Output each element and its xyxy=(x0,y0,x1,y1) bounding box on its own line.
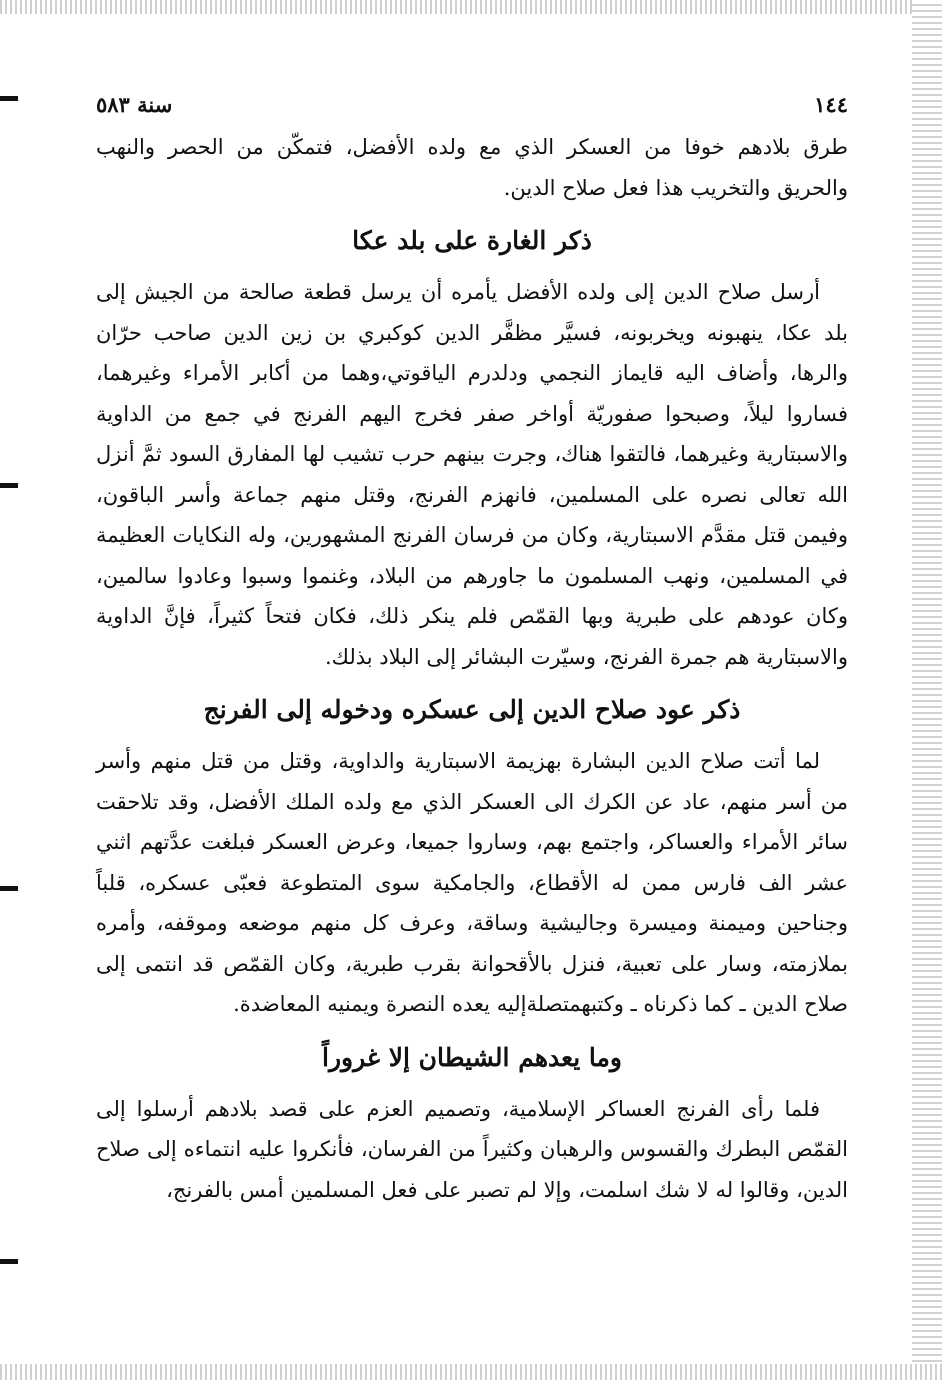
page-number: ١٤٤ xyxy=(814,92,848,117)
top-ornamental-border xyxy=(0,0,942,14)
paragraph: أرسل صلاح الدين إلى ولده الأفضل يأمره أن يرسل قطعة صالحة من الجيش إلى بلد عكا، ينهبونه ويخربونه، فسيَّر مظفَّر الدين كوكبري بن زين الدين صاحب حرّان والرها، وأضاف اليه قايماز النجمي ودلدرم الياقوتي،وهما من أكابر الأمراء وغيرهما، فساروا ليلاً، وصبحوا صفوريّة أواخر صفر فخرج اليهم الفرنج في جمع من الداوية والاسبتارية وغيرهما، فالتقوا هناك، وجرت بينهم حرب تشيب لها المفارق السود ثمَّ أنزل الله تعالى نصره على المسلمين، فانهزم الفرنج، وقتل منهم جماعة وأسر الباقون، وفيمن قتل مقدَّم الاسبتارية، وكان من فرسان الفرنج المشهورين، وله النكايات العظيمة في المسلمين، ونهب المسلمون ما جاورهم من البلاد، وغنموا وسبوا وعادوا سالمين، وكان عودهم على طبرية وبها القمّص فلم ينكر ذلك، فكان فتحاً كثيراً، فإنَّ الداوية والاسبتارية هم جمرة الفرنج، وسيّرت البشائر إلى البلاد بذلك. xyxy=(96,280,848,669)
section-heading: ذكر عود صلاح الدين إلى عسكره ودخوله إلى الفرنج xyxy=(203,695,741,724)
page-header xyxy=(96,92,848,127)
margin-tick-mark xyxy=(0,886,18,891)
margin-tick-mark xyxy=(0,483,18,488)
right-ornamental-border xyxy=(912,0,942,1380)
page-content xyxy=(96,92,848,1210)
section-heading: وما يعدهم الشيطان إلا غروراً xyxy=(322,1042,622,1072)
paragraph: لما أتت صلاح الدين البشارة بهزيمة الاسبتارية والداوية، وقتل من قتل منهم وأسر من أسر منهم، عاد عن الكرك الى العسكر الذي مع ولده الملك الأفضل، وقد تلاحقت سائر الأمراء والعساكر، واجتمع بهم، وساروا جميعا، وعرض العسكر فبلغت عدَّتهم اثني عشر الف فارس ممن له الأقطاع، والجامكية سوى المتطوعة فعبّى عسكره، قلباً وجناحين وميمنة وميسرة وجاليشية وساقة، وعرف كل منهم موضعه وموقفه، وأمره بملازمته، وسار على تعبية، فنزل بالأقحوانة بقرب طبرية، وكان القمّص قد انتمى إلى صلاح الدين ـ كما ذكرناه ـ وكتبهمتصلةإليه يعده النصرة ويمنيه المعاضدة. xyxy=(96,749,848,1016)
bottom-ornamental-border xyxy=(0,1364,942,1380)
paragraph: فلما رأى الفرنج العساكر الإسلامية، وتصميم العزم على قصد بلادهم أرسلوا إلى القمّص البطرك والقسوس والرهبان وكثيراً من الفرسان، فأنكروا عليه انتماءه إلى صلاح الدين، وقالوا له لا شك اسلمت، وإلا لم تصبر على فعل المسلمين أمس بالفرنج، xyxy=(96,1096,848,1202)
section-heading: ذكر الغارة على بلد عكا xyxy=(352,226,592,255)
margin-tick-mark xyxy=(0,1259,18,1264)
paragraph-continuation: طرق بلادهم خوفا من العسكر الذي مع ولده الأفضل، فتمكّن من الحصر والنهب والحريق والتخريب هذا فعل صلاح الدين. xyxy=(96,135,848,200)
year-label: سنة ٥٨٣ xyxy=(96,92,173,117)
margin-tick-mark xyxy=(0,96,18,101)
